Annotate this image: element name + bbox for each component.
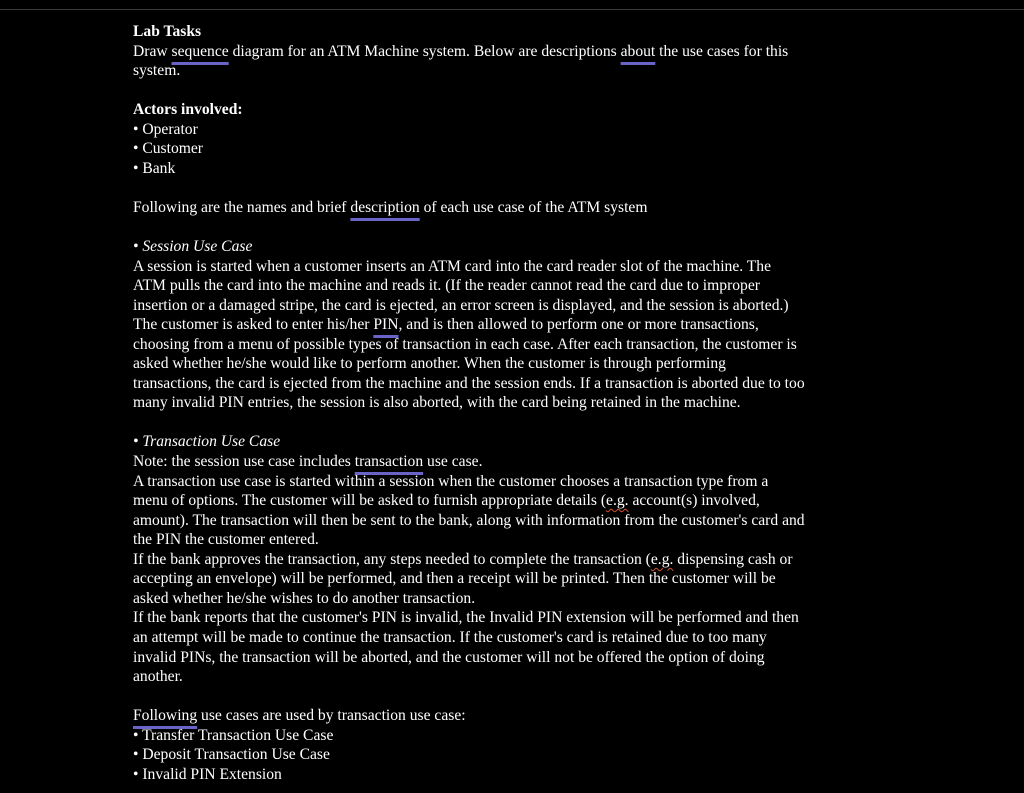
use-case-intro: [133, 198, 893, 218]
transaction-line: [133, 491, 893, 511]
used-by-item: • Invalid PIN Extension: [133, 765, 282, 783]
transaction-text: dispensing cash or: [673, 550, 793, 568]
grammar-flag-sequence[interactable]: sequence: [171, 42, 229, 60]
transaction-line: another.: [133, 668, 183, 686]
grammar-flag-transaction[interactable]: transaction: [354, 453, 424, 471]
transaction-line: invalid PINs, the transaction will be aborted, and the customer will not be offered the option of doing: [133, 648, 765, 666]
grammar-flag-description[interactable]: description: [350, 198, 420, 216]
transaction-text: use case.: [423, 453, 483, 471]
used-by-item: • Transfer Transaction Use Case: [133, 726, 334, 744]
intro-text: Draw: [133, 42, 172, 60]
actor-item: • Operator: [133, 120, 198, 138]
top-divider: [0, 9, 1024, 10]
actor-item: • Customer: [133, 140, 203, 158]
transaction-title: • Transaction Use Case: [133, 433, 281, 451]
document-body: [133, 22, 893, 784]
session-line: asked whether he/she would like to perform another. When the customer is through performing: [133, 355, 726, 373]
session-text: , and is then allowed to perform one or more transactions,: [398, 316, 759, 334]
grammar-flag-pin[interactable]: PIN: [373, 316, 399, 334]
session-line: choosing from a menu of possible types of transaction in each case. After each transaction, the customer is: [133, 335, 797, 353]
transaction-text: If the bank approves the transaction, any steps needed to complete the transaction (: [133, 550, 651, 568]
session-line: insertion or a damaged stripe, the card is ejected, an error screen is displayed, and the session is aborted.): [133, 296, 789, 314]
transaction-line: amount). The transaction will then be sent to the bank, along with information from the customer's card and: [133, 511, 805, 529]
transaction-line: A transaction use case is started within a session when the customer chooses a transaction type from a: [133, 472, 769, 490]
session-line: [133, 315, 893, 335]
page-heading: Lab Tasks: [133, 23, 202, 40]
session-title: • Session Use Case: [133, 238, 253, 256]
transaction-text: Note: the session use case includes: [133, 453, 355, 471]
transaction-line: [133, 550, 893, 570]
intro-text: the use cases for this: [655, 42, 789, 60]
session-line: transactions, the card is ejected from the machine and the session ends. If a transaction is aborted due to too: [133, 374, 805, 392]
intro-text: diagram for an ATM Machine system. Below are descriptions: [228, 42, 621, 60]
spelling-flag-eg[interactable]: e.g.: [650, 550, 674, 568]
grammar-flag-following[interactable]: Following: [133, 707, 198, 725]
transaction-line: asked whether he/she wishes to do another transaction.: [133, 589, 476, 607]
transaction-line: the PIN the customer entered.: [133, 531, 319, 549]
session-line: many invalid PIN entries, the session is also aborted, with the card being retained in the machine.: [133, 394, 741, 412]
use-case-intro-text: of each use case of the ATM system: [419, 198, 648, 216]
transaction-text: account(s) involved,: [628, 492, 760, 510]
transaction-text: menu of options. The customer will be asked to furnish appropriate details (: [133, 492, 607, 510]
intro-line-1: [133, 42, 893, 62]
grammar-flag-about[interactable]: about: [620, 42, 656, 60]
transaction-line: an attempt will be made to continue the transaction. If the customer's card is retained due to too many: [133, 628, 767, 646]
actors-title: Actors involved:: [133, 101, 243, 119]
session-text: The customer is asked to enter his/her: [133, 316, 374, 334]
transaction-line: accepting an envelope) will be performed, and then a receipt will be printed. Then the customer will be: [133, 570, 776, 588]
used-by-intro: [133, 706, 893, 726]
transaction-line: If the bank reports that the customer's PIN is invalid, the Invalid PIN extension will be performed and then: [133, 609, 799, 627]
intro-line-2: system.: [133, 62, 181, 80]
actor-item: • Bank: [133, 159, 176, 177]
session-line: ATM pulls the card into the machine and reads it. (If the reader cannot read the card due to improper: [133, 277, 760, 295]
used-by-text: use cases are used by transaction use case:: [197, 707, 466, 725]
transaction-note: [133, 452, 893, 472]
spelling-flag-eg[interactable]: e.g.: [606, 492, 629, 510]
used-by-item: • Deposit Transaction Use Case: [133, 746, 330, 764]
session-line: A session is started when a customer inserts an ATM card into the card reader slot of the machine. The: [133, 257, 772, 275]
use-case-intro-text: Following are the names and brief: [133, 198, 351, 216]
